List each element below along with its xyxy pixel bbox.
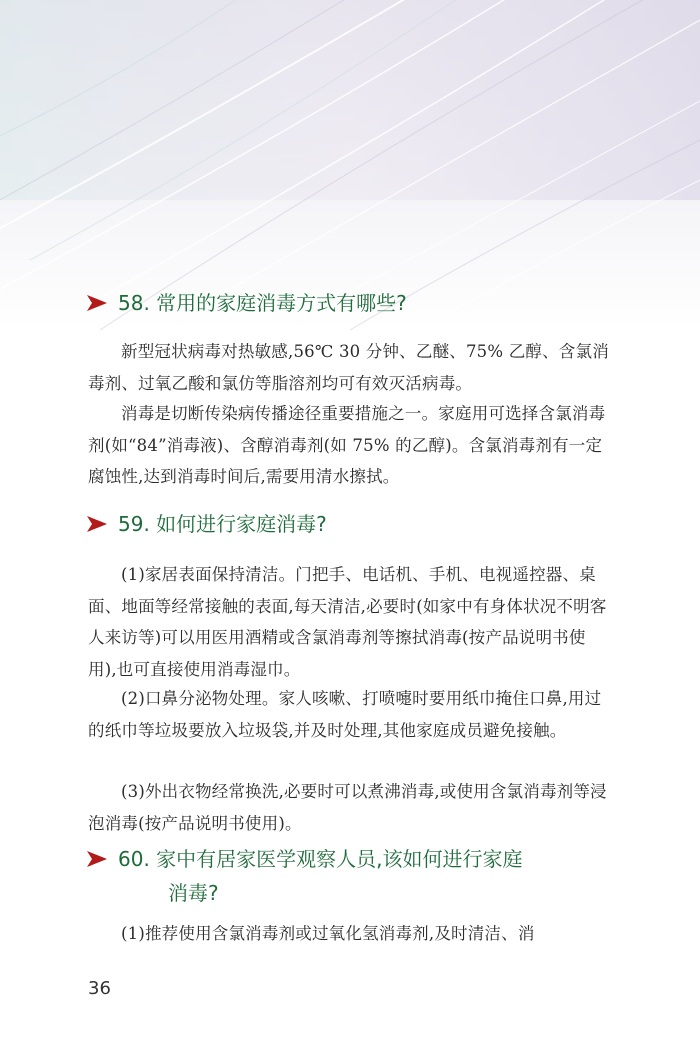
q58-paragraph-1: 新型冠状病毒对热敏感,56℃ 30 分钟、乙醚、75% 乙醇、含氯消毒剂、过氧乙酸和氯仿等脂溶剂均可有效灭活病毒。: [88, 342, 609, 393]
q59-paragraph-2: (2)口鼻分泌物处理。家人咳嗽、打喷嚏时要用纸巾掩住口鼻,用过的纸巾等垃圾要放入垃圾袋,并及时处理,其他家庭成员避免接触。: [88, 689, 602, 740]
question-59-title: 59. 如何进行家庭消毒?: [118, 512, 327, 536]
question-58-heading: [86, 286, 407, 320]
page-number: 36: [88, 978, 111, 999]
red-arrow-icon: [86, 293, 108, 313]
q60-paragraph-1: (1)推荐使用含氯消毒剂或过氧化氢消毒剂,及时清洁、消: [121, 924, 535, 943]
q58-paragraph-2: 消毒是切断传染病传播途径重要措施之一。家庭用可选择含氯消毒剂(如“84”消毒液)、含醇消毒剂(如 75% 的乙醇)。含氯消毒剂有一定腐蚀性,达到消毒时间后,需要用清水擦拭。: [88, 404, 606, 486]
q59-paragraph-3: (3)外出衣物经常换洗,必要时可以煮沸消毒,或使用含氯消毒剂等浸泡消毒(按产品说明书使用)。: [88, 782, 607, 833]
red-arrow-icon: [86, 849, 108, 869]
question-60-title-line-2: 消毒?: [168, 881, 219, 905]
question-58-title: 58. 常用的家庭消毒方式有哪些?: [118, 291, 407, 315]
question-59-heading: [86, 507, 327, 541]
question-60-title-line-1: 60. 家中有居家医学观察人员,该如何进行家庭: [118, 847, 523, 871]
question-60-heading: [86, 842, 523, 910]
q59-paragraph-1: (1)家居表面保持清洁。门把手、电话机、手机、电视遥控器、桌面、地面等经常接触的表面,每天清洁,必要时(如家中有身体状况不明客人来访等)可以用医用酒精或含氯消毒剂等擦拭消毒(按产品说明书使用),也可直接使用消毒湿巾。: [88, 565, 607, 679]
red-arrow-icon: [86, 514, 108, 534]
